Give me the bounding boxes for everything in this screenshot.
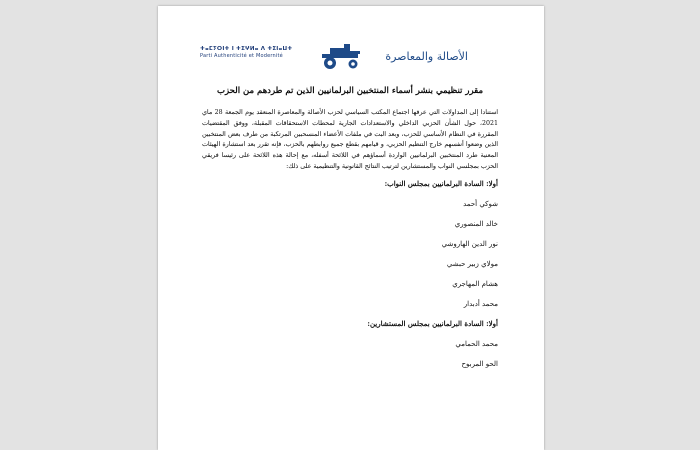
- councillors-list: [202, 339, 498, 369]
- logo-tifinagh-line: ⵜⴰⵎⵢⵔⵏⵜ ⵏ ⵜⵉⵖⵍⴰ ⴷ ⵜⵉⵏⴰⵡⵜ: [200, 46, 293, 52]
- logo-latin-text: [200, 46, 300, 68]
- list-item: خالد المنصوري: [454, 219, 498, 228]
- section-deputies-heading: أولا: السادة البرلمانيين بمجلس النواب:: [384, 178, 498, 188]
- section-councillors-heading: أولا: السادة البرلمانيين بمجلس المستشارين:: [367, 318, 498, 328]
- list-item: مولاي زبير حبشي: [446, 259, 498, 268]
- list-item: نور الدين الهاروشي: [441, 239, 498, 248]
- list-item: شوكي أحمد: [463, 199, 498, 208]
- logo-arabic-text: الأصالة والمعاصرة: [385, 50, 468, 63]
- party-logo: [200, 42, 510, 72]
- list-item: الحو المربوح: [461, 359, 498, 368]
- tractor-emblem-icon: [320, 42, 364, 70]
- deputies-list: [202, 199, 498, 309]
- logo-french-line: Parti Authenticité et Modernité: [200, 53, 283, 59]
- list-item: محمد أدبدار: [463, 299, 498, 308]
- document-page: [158, 6, 544, 450]
- document-title: مقرر تنظيمي بنشر أسماء المنتخبين البرلمانيين الذين تم طردهم من الحزب: [216, 86, 484, 96]
- document-body: [202, 86, 498, 379]
- list-item: محمد الحمامي: [455, 339, 498, 348]
- list-item: هشام المهاجري: [452, 279, 498, 288]
- intro-paragraph: استنادا إلى المداولات التي عرفها اجتماع المكتب السياسي لحزب الأصالة والمعاصرة المنعقد يوم الجمعة 28 ماي 2021، حول الشأن الحزبي الداخلي والاستعدادات الجارية لمحطات الاستحقاقات المقبلة، ووفق المقتضيات المقررة في النظام الأساسي للحزب، وبعد البت في ملفات الأعضاء المنسحبين المرتكبة من طرف بعض المنتخبين الذين وضعوا أنفسهم خارج التنظيم الحزبي، و قيامهم بقطع جميع روابطهم بالحزب، فإنه تقرر بعد استشارة الهيئات المعنية طرد المنتخبين البرلمانيين الواردة أسماؤهم في اللائحة أسفله، مع إحالة هذه اللائحة على رئيسا فريقي الحزب بمجلسي النواب والمستشارين لترتيب النتائج القانونية والتنظيمية على ذلك:: [202, 109, 498, 170]
